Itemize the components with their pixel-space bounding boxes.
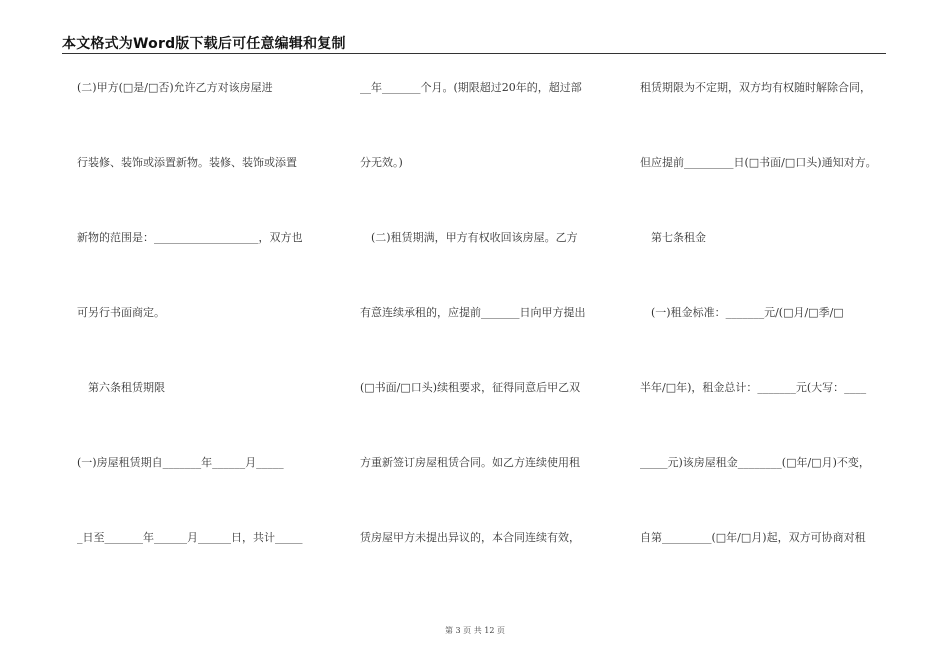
section-heading: 第六条租赁期限 [77,381,165,394]
text-line: 但应提前_________日(□书面/□口头)通知对方。 [640,156,877,169]
text-line: 有意连续承租的，应提前_______日向甲方提出 [360,306,586,319]
text-line: _日至_______年______月______日，共计_____ [77,531,303,544]
text-line: 租赁期限为不定期，双方均有权随时解除合同， [640,81,871,94]
text-column-3 [640,81,900,606]
text-line: 方重新签订房屋租赁合同。如乙方连续使用租 [360,456,580,469]
text-line: 半年/□年)，租金总计：_______元(大写：____ [640,381,867,394]
text-line: 赁房屋甲方未提出异议的，本合同连续有效， [360,531,580,544]
document-header: 本文格式为Word版下载后可任意编辑和复制 [62,36,346,52]
text-line: (二)甲方(□是/□否)允许乙方对该房屋进 [77,81,273,94]
text-line: (一)房屋租赁期自_______年______月_____ [77,456,284,469]
text-line: 分无效。) [360,156,403,169]
text-column-1 [77,81,327,606]
section-heading: 第七条租金 [640,231,706,244]
text-line: (二)租赁期满，甲方有权收回该房屋。乙方 [360,231,578,244]
text-line: __年_______个月。(期限超过20年的，超过部 [360,81,582,94]
text-line: (一)租金标准：_______元/(□月/□季/□ [640,306,844,319]
page-number: 第 3 页 共 12 页 [445,626,505,635]
text-line: 自第_________(□年/□月)起，双方可协商对租 [640,531,866,544]
text-line: (□书面/□口头)续租要求，征得同意后甲乙双 [360,381,581,394]
header-divider [62,53,886,54]
text-column-2 [360,81,610,606]
text-line: 可另行书面商定。 [77,306,165,319]
text-line: 行装修、装饰或添置新物。装修、装饰或添置 [77,156,297,169]
text-line: 新物的范围是：___________________，双方也 [77,231,303,244]
text-line: _____元)该房屋租金________(□年/□月)不变， [640,456,870,469]
